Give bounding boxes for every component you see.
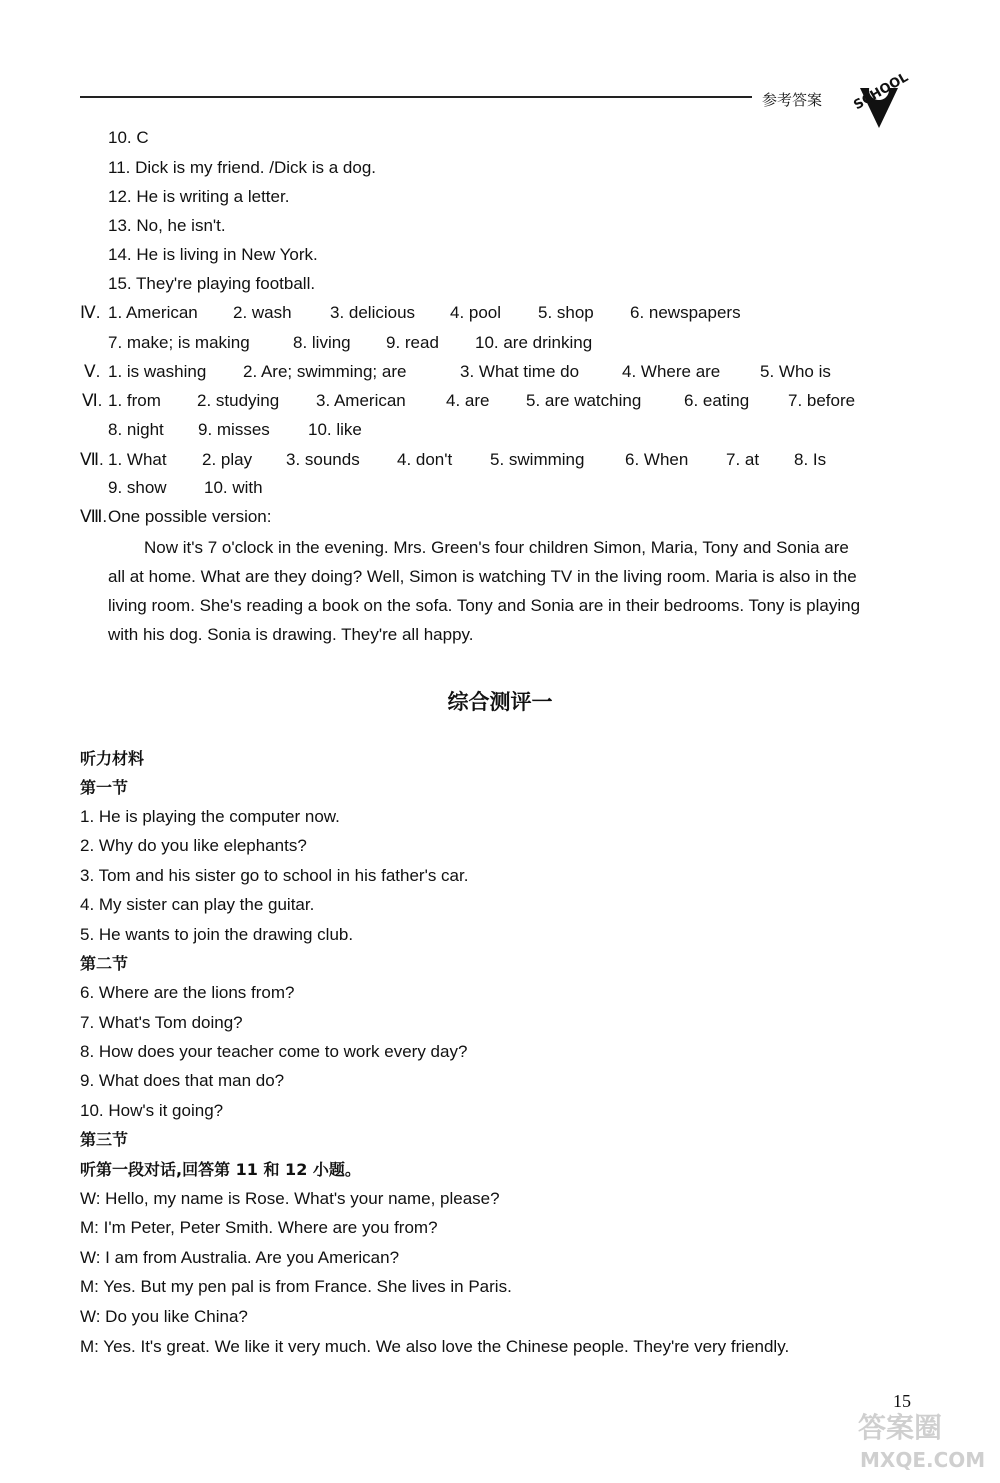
page-number: 15 <box>893 1391 911 1411</box>
listening-item: 8. How does your teacher come to work every day? <box>80 1042 468 1061</box>
watermark-line2: MXQE.COM <box>860 1448 986 1472</box>
answer-item: 3. sounds <box>286 450 360 469</box>
answer-item: 5. shop <box>538 303 594 322</box>
essay-line: all at home. What are they doing? Well, Simon is watching TV in the living room. Maria is also in the <box>108 567 857 586</box>
section-intro: One possible version: <box>108 507 272 526</box>
answer-line: 12. He is writing a letter. <box>108 187 290 206</box>
svg-text:SCHOOL: SCHOOL <box>851 70 911 114</box>
section-number: Ⅳ. <box>80 303 101 322</box>
answer-item: 4. Where are <box>622 362 721 381</box>
answer-item: 2. Are; swimming; are <box>243 362 407 381</box>
dialogue-line: W: I am from Australia. Are you American? <box>80 1248 400 1267</box>
answer-item: 1. is washing <box>108 362 207 381</box>
listening-item: 3. Tom and his sister go to school in his father's car. <box>80 866 469 885</box>
answer-item: 4. are <box>446 391 490 410</box>
answer-item: 7. at <box>726 450 760 469</box>
answer-item: 10. are drinking <box>475 333 593 352</box>
part-heading: 第一节 <box>80 778 129 797</box>
answer-line: 15. They're playing football. <box>108 274 316 293</box>
dialogue-line: W: Do you like China? <box>80 1307 248 1326</box>
listening-item: 1. He is playing the computer now. <box>80 807 340 826</box>
answer-line: 13. No, he isn't. <box>108 216 226 235</box>
dialogue-line: M: I'm Peter, Peter Smith. Where are you from? <box>80 1218 438 1237</box>
answer-item: 4. pool <box>450 303 502 322</box>
section-number: Ⅷ. <box>80 507 108 526</box>
answer-item: 10. like <box>308 420 362 439</box>
answer-item: 2. play <box>202 450 253 469</box>
school-logo-icon <box>846 70 912 130</box>
essay-line: with his dog. Sonia is drawing. They're all happy. <box>108 625 474 644</box>
answer-item: 8. Is <box>794 450 827 469</box>
header-label: 参考答案 <box>762 91 823 109</box>
section-number: Ⅵ. <box>82 391 103 410</box>
essay-line: living room. She's reading a book on the sofa. Tony and Sonia are in their bedrooms. Tony is playing <box>108 596 861 615</box>
answer-item: 7. before <box>788 391 856 410</box>
answer-item: 3. American <box>316 391 406 410</box>
listening-item: 4. My sister can play the guitar. <box>80 895 315 914</box>
answer-item: 5. Who is <box>760 362 831 381</box>
watermark-line1: 答案圈 <box>858 1411 943 1444</box>
answer-item: 1. American <box>108 303 198 322</box>
answer-item: 6. eating <box>684 391 750 410</box>
answer-line: 10. C <box>108 128 149 147</box>
answer-item: 3. What time do <box>460 362 580 381</box>
answer-line: 11. Dick is my friend. /Dick is a dog. <box>108 158 376 177</box>
answer-item: 1. What <box>108 450 167 469</box>
essay-line: Now it's 7 o'clock in the evening. Mrs. Green's four children Simon, Maria, Tony and Sonia are <box>144 538 849 557</box>
part-heading: 第二节 <box>80 954 129 973</box>
answer-item: 9. misses <box>198 420 270 439</box>
part-heading: 第三节 <box>80 1130 129 1149</box>
section-number: Ⅴ. <box>84 362 101 381</box>
answer-item: 5. swimming <box>490 450 585 469</box>
listening-item: 10. How's it going? <box>80 1101 224 1120</box>
dialogue-line: W: Hello, my name is Rose. What's your name, please? <box>80 1189 500 1208</box>
listening-item: 7. What's Tom doing? <box>80 1013 243 1032</box>
listening-item: 6. Where are the lions from? <box>80 983 295 1002</box>
answer-item: 5. are watching <box>526 391 642 410</box>
listening-item: 9. What does that man do? <box>80 1071 285 1090</box>
listening-item: 2. Why do you like elephants? <box>80 836 307 855</box>
answer-item: 8. living <box>293 333 351 352</box>
answer-item: 6. newspapers <box>630 303 741 322</box>
answer-item: 2. studying <box>197 391 280 410</box>
answer-item: 7. make; is making <box>108 333 250 352</box>
answer-item: 10. with <box>204 478 263 497</box>
section-number: Ⅶ. <box>80 450 104 469</box>
dialogue-line: M: Yes. It's great. We like it very much. We also love the Chinese people. They're very friendly. <box>80 1337 790 1356</box>
part-instruction: 听第一段对话,回答第 11 和 12 小题。 <box>80 1160 361 1179</box>
header-rule <box>80 96 752 98</box>
answer-item: 9. show <box>108 478 167 497</box>
answer-item: 3. delicious <box>330 303 416 322</box>
answer-item: 2. wash <box>233 303 292 322</box>
dialogue-line: M: Yes. But my pen pal is from France. She lives in Paris. <box>80 1277 512 1296</box>
answer-item: 9. read <box>386 333 439 352</box>
answer-item: 8. night <box>108 420 164 439</box>
listening-item: 5. He wants to join the drawing club. <box>80 925 354 944</box>
answer-line: 14. He is living in New York. <box>108 245 318 264</box>
answer-item: 6. When <box>625 450 689 469</box>
listening-heading: 听力材料 <box>80 749 145 768</box>
answer-item: 1. from <box>108 391 161 410</box>
test-title: 综合测评一 <box>447 690 553 714</box>
watermark-logo <box>852 1405 992 1473</box>
answer-item: 4. don't <box>397 450 453 469</box>
